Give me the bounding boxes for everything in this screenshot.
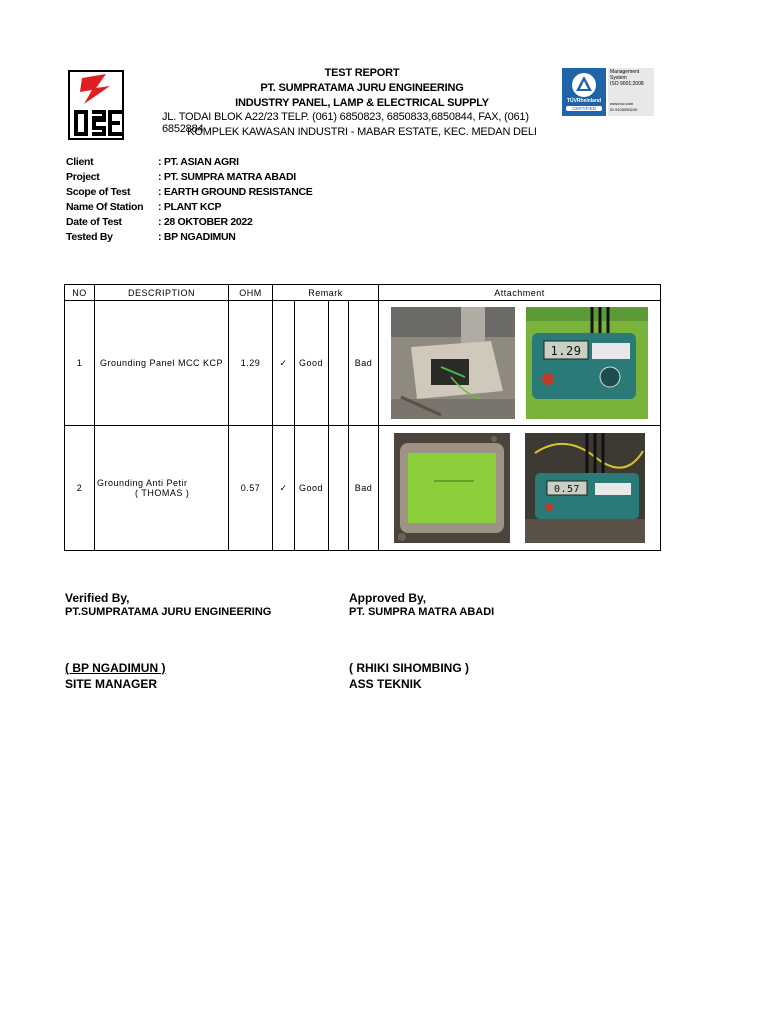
tuv-id: ID 9105050240 <box>610 107 638 112</box>
info-scope <box>66 185 312 200</box>
row-description-line2: ( THOMAS ) <box>135 488 190 498</box>
info-label: Project <box>66 171 100 183</box>
company-name: PT. SUMPRATAMA JURU ENGINEERING <box>260 82 464 94</box>
header-description: DESCRIPTION <box>95 285 229 301</box>
row-attachment <box>379 301 661 426</box>
row-check-icon: ✓ <box>273 301 295 426</box>
company-address-line2: KOMPLEK KAWASAN INDUSTRI - MABAR ESTATE, KEC. MEDAN DELI <box>187 126 537 138</box>
approved-name: ( RHIKI SIHOMBING ) <box>349 661 469 675</box>
info-client <box>66 155 312 170</box>
header-remark: Remark <box>273 285 379 301</box>
info-station <box>66 200 312 215</box>
table-row <box>65 301 661 426</box>
info-label: Scope of Test <box>66 186 131 198</box>
info-project <box>66 170 312 185</box>
info-label: Client <box>66 156 94 168</box>
tuv-line2: System <box>610 75 627 81</box>
verified-title: SITE MANAGER <box>65 677 158 691</box>
row-no: 2 <box>65 426 95 551</box>
row-good: Good <box>295 426 329 551</box>
company-address-line1: JL. TODAI BLOK A22/23 TELP. (061) 6850823, 6850833,6850844, FAX, (061) 6852884 <box>162 111 529 135</box>
approved-company: PT. SUMPRA MATRA ABADI <box>349 606 495 618</box>
report-info <box>66 155 312 245</box>
info-date <box>66 215 312 230</box>
verified-name: ( BP NGADIMUN ) <box>65 661 166 675</box>
info-label: Date of Test <box>66 216 122 228</box>
table-header-row <box>65 285 661 301</box>
tuv-line1: Management <box>610 69 640 75</box>
row-bad: Bad <box>349 301 379 426</box>
row-description-line1: Grounding Panel MCC KCP <box>99 358 224 368</box>
test-results-table <box>64 284 661 551</box>
tuv-line3: ISO 9001:2008 <box>610 81 644 87</box>
tuv-brand: TÜVRheinland <box>566 98 602 104</box>
lightning-rod-pit-photo <box>394 433 510 543</box>
row-bad: Bad <box>349 426 379 551</box>
header-attachment: Attachment <box>379 285 661 301</box>
info-tested-by <box>66 230 312 245</box>
report-title: TEST REPORT <box>324 67 400 79</box>
company-logo <box>68 70 124 140</box>
company-business: INDUSTRY PANEL, LAMP & ELECTRICAL SUPPLY <box>235 97 489 109</box>
earth-tester-meter-photo <box>526 307 648 419</box>
verified-company: PT.SUMPRATAMA JURU ENGINEERING <box>65 606 272 618</box>
info-value: : PT. ASIAN AGRI <box>158 156 239 168</box>
meter-reading: 0.57 <box>553 484 581 495</box>
tuv-certified-label: CERTIFIED <box>566 106 602 111</box>
table-row <box>65 426 661 551</box>
info-value: : EARTH GROUND RESISTANCE <box>158 186 313 198</box>
tuv-web: www.tuv.com <box>610 101 634 106</box>
grounding-pit-photo <box>391 307 515 419</box>
row-ohm: 0.57 <box>229 426 273 551</box>
row-spacer <box>329 426 349 551</box>
row-description-line1: Grounding Anti Petir <box>97 478 188 488</box>
row-no: 1 <box>65 301 95 426</box>
approved-by-label: Approved By, <box>349 591 427 605</box>
info-value: : 28 OKTOBER 2022 <box>158 216 253 228</box>
info-value: : PT. SUMPRA MATRA ABADI <box>158 171 296 183</box>
meter-reading: 1.29 <box>550 344 582 358</box>
header-no: NO <box>65 285 95 301</box>
header-ohm: OHM <box>229 285 273 301</box>
tuv-triangle-icon <box>562 70 606 100</box>
info-value: : BP NGADIMUN <box>158 231 236 243</box>
earth-tester-meter-photo-2 <box>525 433 645 543</box>
row-description <box>95 426 229 551</box>
verified-by-label: Verified By, <box>65 591 130 605</box>
tuv-certification-badge <box>562 68 654 118</box>
row-good: Good <box>295 301 329 426</box>
info-label: Name Of Station <box>66 201 144 213</box>
row-check-icon: ✓ <box>273 426 295 551</box>
row-spacer <box>329 301 349 426</box>
info-value: : PLANT KCP <box>158 201 222 213</box>
row-ohm: 1.29 <box>229 301 273 426</box>
row-attachment <box>379 426 661 551</box>
row-description <box>95 301 229 426</box>
approved-title: ASS TEKNIK <box>349 677 422 691</box>
info-label: Tested By <box>66 231 113 243</box>
